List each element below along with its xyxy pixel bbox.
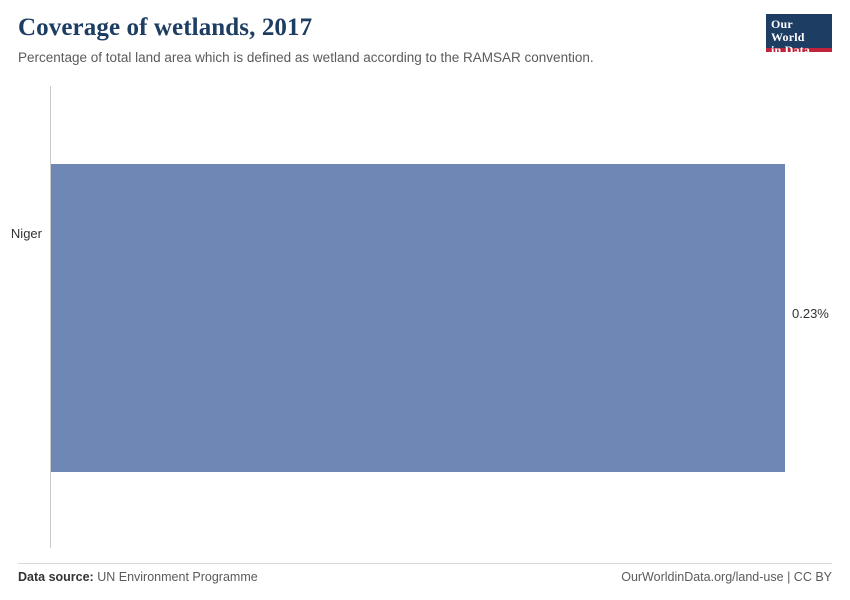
site-link[interactable]: OurWorldinData.org/land-use	[621, 570, 784, 584]
bar-category-label: Niger	[10, 226, 42, 241]
chart-footer	[18, 570, 832, 588]
bar-niger[interactable]	[51, 164, 785, 472]
table-row[interactable]	[0, 164, 850, 472]
data-source-value: UN Environment Programme	[97, 570, 258, 584]
footer-separator: |	[787, 570, 791, 584]
owid-logo-line2: in Data	[771, 43, 811, 57]
data-source-label: Data source:	[18, 570, 94, 584]
page-subtitle: Percentage of total land area which is defined as wetland according to the RAMSAR convention.	[18, 50, 594, 65]
bar-value-label: 0.23%	[792, 306, 829, 321]
chart-header	[18, 14, 832, 65]
page-title: Coverage of wetlands, 2017	[18, 14, 313, 41]
license-link[interactable]: CC BY	[793, 570, 832, 584]
footer-divider	[18, 563, 832, 564]
chart-plot-area	[0, 84, 850, 554]
owid-logo-line1: Our World	[771, 17, 805, 44]
data-source	[18, 570, 258, 584]
footer-links	[621, 570, 832, 584]
owid-logo[interactable]	[766, 14, 832, 57]
